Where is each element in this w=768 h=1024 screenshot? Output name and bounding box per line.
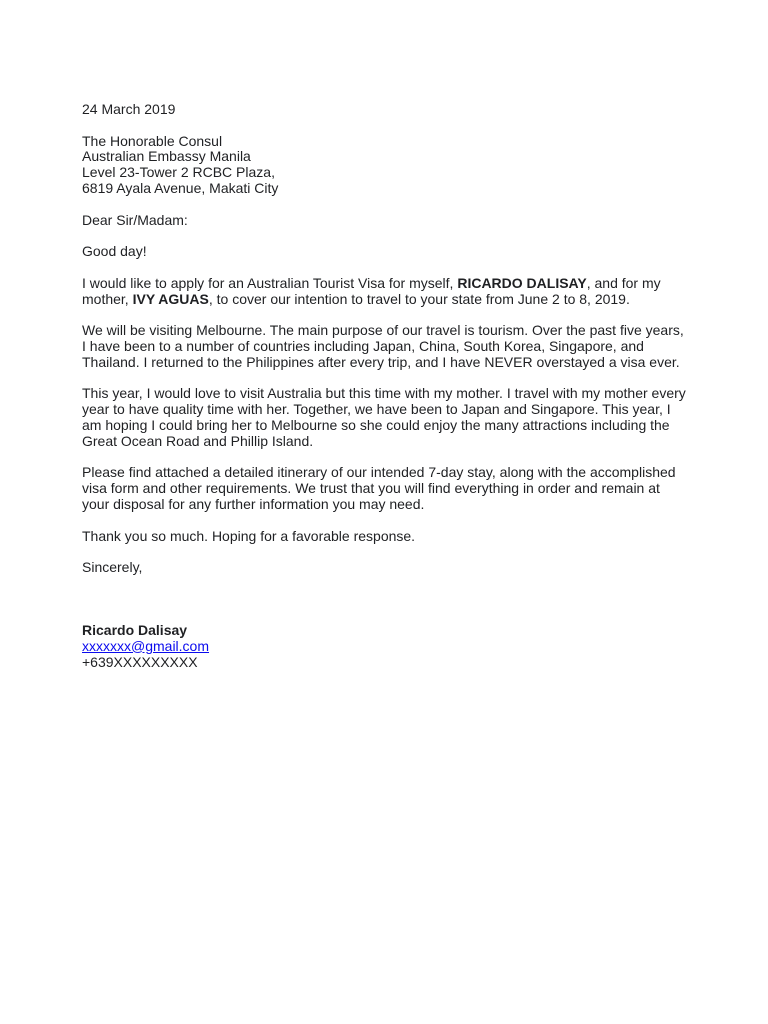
signature-name: Ricardo Dalisay (82, 621, 188, 638)
recipient-address-line2: 6819 Ayala Avenue, Makati City (82, 179, 279, 196)
recipient-title: The Honorable Consul (82, 132, 223, 149)
signoff: Sincerely, (82, 559, 143, 576)
greeting: Good day! (82, 243, 147, 260)
paragraph-intent-seg3: , to cover our intention to travel to your state from June 2 to 8, 2019. (208, 290, 630, 307)
paragraph-intent-seg1: I would like to apply for an Australian Tourist Visa for myself, (82, 274, 458, 291)
salutation: Dear Sir/Madam: (82, 211, 188, 228)
signature-email-link[interactable]: xxxxxxx@gmail.com (82, 637, 210, 654)
signature-block (82, 623, 689, 670)
mother-name: IVY AGUAS (132, 290, 209, 307)
recipient-address-line1: Level 23-Tower 2 RCBC Plaza, (82, 164, 275, 181)
paragraph-travel-history: We will be visiting Melbourne. The main purpose of our travel is tourism. Over the past five years, I have been to a number of countries including Japan, China, South Korea, Singapore, and Thailand. I returned to the Philippines after every trip, and I have NEVER overstayed a visa ever. (82, 322, 684, 370)
signature-phone: +639XXXXXXXXX (82, 653, 198, 670)
paragraph-intent (82, 276, 689, 308)
recipient-org: Australian Embassy Manila (82, 148, 251, 165)
paragraph-trip-purpose: This year, I would love to visit Australia but this time with my mother. I travel with my mother every year to have quality time with her. Together, we have been to Japan and Singapore. This year, I am hoping I could bring her to Melbourne so she could enjoy the many attractions including the Great Ocean Road and Phillip Island. (82, 385, 686, 449)
recipient-address (82, 134, 689, 197)
closing-thanks: Thank you so much. Hoping for a favorable response. (82, 527, 416, 544)
paragraph-intent-seg2: , and for my mother, (82, 274, 661, 307)
letter-date: 24 March 2019 (82, 101, 176, 117)
paragraph-attachments: Please find attached a detailed itinerary of our intended 7-day stay, along with the accomplished visa form and other requirements. We trust that you will find everything in order and remain at your disposal for any further information you may need. (82, 464, 676, 512)
applicant-name: RICARDO DALISAY (457, 274, 587, 291)
letter-body (82, 102, 689, 670)
